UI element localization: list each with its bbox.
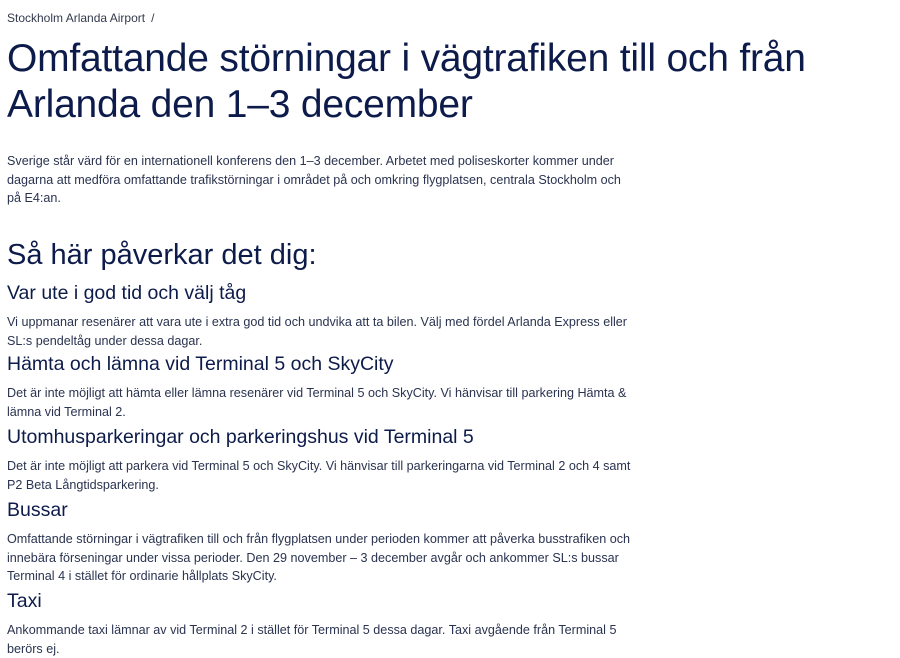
section-body: Omfattande störningar i vägtrafiken till och från flygplatsen under perioden kommer att påverka busstrafiken och innebära förseningar under vissa perioder. Den 29 november – 3 december avgår och ankommer SL:s bussar Terminal 4 i stället för ordinarie hållplats SkyCity. xyxy=(7,532,631,583)
section-parking xyxy=(7,425,647,494)
section-taxi xyxy=(7,589,647,658)
section-title: Hämta och lämna vid Terminal 5 och SkyCity xyxy=(7,353,394,375)
section-body: Vi uppmanar resenärer att vara ute i extra god tid och undvika att ta bilen. Välj med fördel Arlanda Express eller SL:s pendeltåg under dessa dagar. xyxy=(7,315,628,348)
impact-heading: Så här påverkar det dig: xyxy=(7,239,317,271)
section-pickup-dropoff xyxy=(7,352,647,421)
section-body: Det är inte möjligt att parkera vid Terminal 5 och SkyCity. Vi hänvisar till parkeringarna vid Terminal 2 och 4 samt P2 Beta Långtidsparkering. xyxy=(7,459,631,492)
section-buses xyxy=(7,498,647,586)
breadcrumb xyxy=(7,11,154,25)
section-title: Utomhusparkeringar och parkeringshus vid Terminal 5 xyxy=(7,426,474,448)
intro-paragraph: Sverige står värd för en internationell konferens den 1–3 december. Arbetet med poliseskorter kommer under dagarna att medföra omfattande trafikstörningar i området på och omkring flygplatsen, centrala Stockholm och på E4:an. xyxy=(7,154,621,205)
section-body: Det är inte möjligt att hämta eller lämna resenärer vid Terminal 5 och SkyCity. Vi hänvisar till parkering Hämta & lämna vid Terminal 2. xyxy=(7,386,627,419)
section-travel-early xyxy=(7,281,647,350)
page-title: Omfattande störningar i vägtrafiken till och från Arlanda den 1–3 december xyxy=(7,37,806,126)
breadcrumb-link-arlanda[interactable]: Stockholm Arlanda Airport xyxy=(7,11,146,25)
section-title: Bussar xyxy=(7,499,68,521)
section-body: Ankommande taxi lämnar av vid Terminal 2 i stället för Terminal 5 dessa dagar. Taxi avgående från Terminal 5 berörs ej. xyxy=(7,623,617,656)
section-title: Var ute i god tid och välj tåg xyxy=(7,282,247,304)
breadcrumb-separator: / xyxy=(151,11,155,25)
section-title: Taxi xyxy=(7,590,42,612)
